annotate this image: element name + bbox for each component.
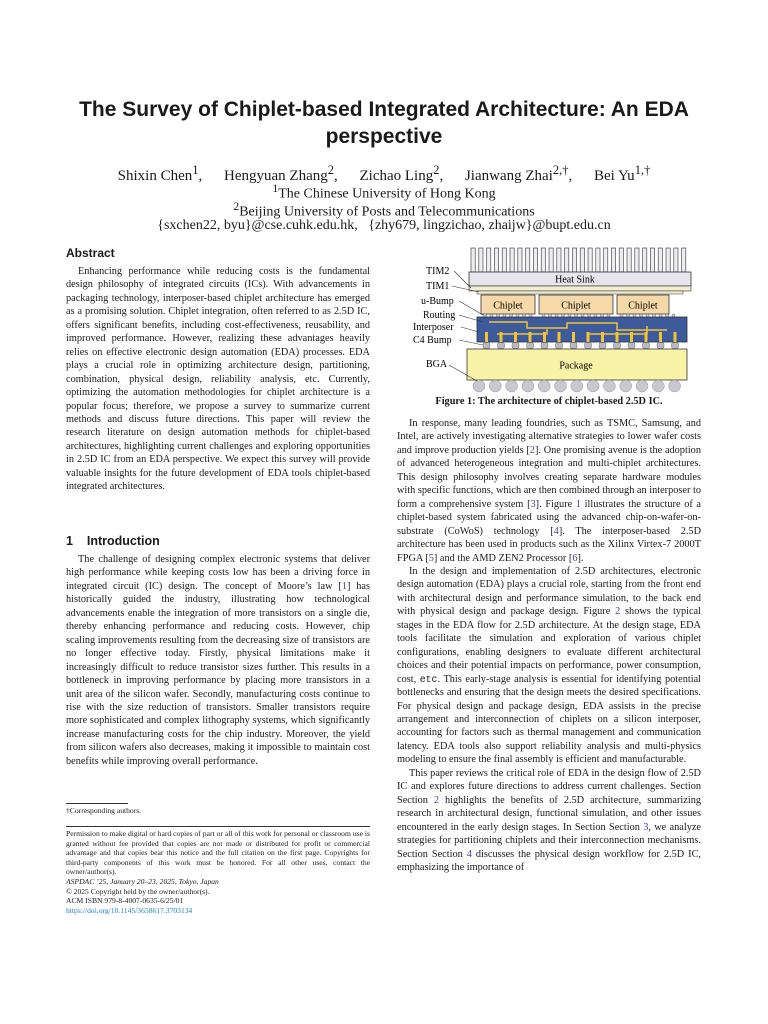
right-column-text [397,417,701,874]
section-title: Introduction [86,534,160,548]
heat-sink-label: Heat Sink [555,274,595,286]
bga-ball [506,380,518,392]
tsv [587,332,590,342]
fin [643,248,647,272]
author: Hengyuan Zhang$^2$, [224,163,338,184]
citation-link[interactable]: 5 [428,552,434,564]
label-tim2: TIM2 [426,266,450,277]
tsv [529,332,532,342]
citation-link[interactable]: 4 [553,525,559,537]
footnote: †Corresponding authors. [66,806,142,815]
chiplet-label: Chiplet [493,300,523,312]
paper-title: The Survey of Chiplet-based Integrated Architecture: An EDA perspective [79,98,689,148]
c4-bump [527,343,534,349]
citation-link[interactable]: 6 [572,552,578,564]
label-ubump: u-Bump [421,296,454,307]
heat-sink-fins [471,248,686,272]
isbn-text: ACM ISBN 979-8-4007-0635-6/25/01 [66,896,184,906]
affiliation: $^2$Beijing University of Posts and Telecommunications [233,200,535,220]
section-heading [66,534,370,548]
tim2-layer [469,286,691,291]
c4-bump [657,343,664,349]
bga-ball [571,380,583,392]
section-number: 1 [66,534,73,548]
package-label: Package [559,360,593,372]
bga-ball [652,380,664,392]
fin [510,248,514,272]
fin [596,248,600,272]
fin [650,248,654,272]
fin [502,248,506,272]
c4-bump [483,343,490,349]
chiplet-label: Chiplet [628,300,658,312]
c4-bump [498,343,505,349]
fin [471,248,475,272]
bga-ball [636,380,648,392]
fin [479,248,483,272]
intro-paragraph: The challenge of designing complex electronic systems that deliver high performance while keeping costs low has been a driving force in integrated circuit (IC) design. The concept of Moore’s law [1] has historically guided the industry, illustrating how technological advancements enable the integration of more transistors on a single die, thereby enhancing performance and reducing costs. However, chip scaling improvements resulting from the decreasing size of transistors are no longer effective today. Firstly, physical limitations make it increasingly difficult to reduce transistor sizes further. This results in a bottleneck in improving performance by placing more transistors in a unit area of the silicon wafer. Secondly, manufacturing costs continue to rise with the size reduction of transistors. Smaller transistors require more sophisticated and complex lithography systems, which significantly increase manufacturing costs for the chip industry. Moreover, the yield from silicon wafers also decreases, making it impossible to maintain cost benefits while improving overall performance. [66,554,370,767]
section-ref-link[interactable]: 4 [466,848,472,860]
tsv [500,332,503,342]
tsv [659,332,662,342]
label-tim1: TIM1 [426,281,450,292]
etc-text: etc [419,673,438,685]
c4-bump [512,343,519,349]
bga-ball [538,380,550,392]
tsv [674,332,677,342]
fin [619,248,623,272]
citation-link[interactable]: 1 [341,580,347,592]
fin [604,248,608,272]
bga-ball [473,380,485,392]
abstract-text: Enhancing performance while reducing costs is the fundamental design philosophy of integrated circuits (ICs). With advancements in packaging technology, interposer-based chiplet architecture has emerged as a promising solution. Chiplet integration, often referred to as 2.5D IC, offers significant benefits, including cost-effectiveness, reusability, and improved performance. However, realizing these advantages heavily relies on effective electronic design automation (EDA) processes. EDA plays a crucial role in optimizing architecture design, partitioning, combination, physical design, reliability analysis, etc. Currently, optimizing the automation methodologies for chiplet architecture is a popular focus; therefore, we propose a survey to summarize current methods and discuss future directions. This paper will review the research literature on design automation methods for chiplet-based architectures, highlighting current challenges and exploring opportunities in 2.5D IC from an EDA perspective. We expect this survey will provide valuable insights for the future development of EDA tools chiplet-based integrated architectures. [66,266,370,493]
leader-line [461,327,479,332]
tsv [630,332,633,342]
bga-balls [473,380,681,392]
bga-ball [555,380,567,392]
conference-info: ASPDAC ’25, January 20–23, 2025, Tokyo, Japan [66,876,219,886]
affiliation: $^1$The Chinese University of Hong Kong [272,182,496,202]
bga-ball [669,380,681,392]
body-paragraph: In the design and implementation of 2.5D architectures, electronic design automation (EDA) plays a crucial role, starting from the front end with architectural design and performance simulation, to the back end with physical design and package design. Figure 2 shows the typical stages in the EDA flow for 2.5D architecture. At the design stage, EDA tools facilitate the simulation and exploration of various chiplet configurations, enabling designers to evaluate different architectural choices and their potential impacts on performance, power consumption, cost, etc. This early-stage analysis is essential for identifying potential bottlenecks and ensuring that the design meets the desired specifications. For physical design and package design, EDA assists in the precise arrangement and interconnection of chiplets on a silicon interposer, accounting for factors such as thermal management and communication latency. EDA tools also support reliability analysis and multi-physics modeling to ensure the final assembly is efficient and manufacturable. [397,565,701,766]
fin [627,248,631,272]
author: Shixin Chen$^1$, [117,163,203,184]
body-paragraph: This paper reviews the critical role of EDA in the design flow of 2.5D IC and explores future directions to address current challenges. Section Section 2 highlights the benefits of 2.5D architecture, summarizing research in architectural design, functional simulation, and other issues encountered in the early design stages. In Section Section 3, we analyze strategies for partitioning chiplets and their interconnection mechanisms. Section Section 4 discusses the physical design workflow for 2.5D IC, emphasizing the importance of [397,767,702,873]
copyright-text: © 2025 Copyright held by the owner/author(s). [66,886,210,896]
footnote-rule [66,803,128,804]
c4-bump [556,343,563,349]
tim1-layer [477,291,683,294]
label-routing: Routing [423,310,456,321]
fin [658,248,662,272]
abstract-heading: Abstract [66,246,115,260]
leader-line [459,301,483,315]
figure-ref-link[interactable]: 2 [615,606,621,618]
tsv [601,332,604,342]
label-bga: BGA [426,359,448,370]
permission-block [66,829,370,915]
author-emails: {sxchen22, byu}@cse.cuhk.edu.hk, {zhy679, lingzichao, zhaijw}@bupt.edu.cn [157,218,611,233]
tsv [485,332,488,342]
introduction-section [66,534,370,768]
fin [541,248,545,272]
fin [674,248,678,272]
c4-bump [672,343,679,349]
c4-bump [599,343,606,349]
bga-ball [603,380,615,392]
fin [494,248,498,272]
doi-link[interactable]: https://doi.org/10.1145/3658617.3703134 [66,905,193,915]
author: Bei $Yu^{1,\dagger}$ [593,163,651,184]
chiplet-architecture-figure [397,244,707,394]
fin [533,248,537,272]
citation-link[interactable]: 2 [529,444,535,456]
label-c4-bump: C4 Bump [413,335,452,346]
c4-bump [643,343,650,349]
permission-rule [66,826,370,827]
fin [682,248,686,272]
bga-ball [489,380,501,392]
c4-bump [585,343,592,349]
fin [549,248,553,272]
label-interposer: Interposer [413,322,454,333]
bga-ball [587,380,599,392]
fin [611,248,615,272]
section-ref-link[interactable]: 2 [433,794,440,806]
abstract-section [66,246,370,494]
tsv [543,332,546,342]
citation-link[interactable]: 3 [530,498,536,510]
fin [518,248,522,272]
chiplet-label: Chiplet [561,300,591,312]
tsv [645,332,648,342]
fin [557,248,561,272]
tsv [572,332,575,342]
fin [572,248,576,272]
bga-ball [620,380,632,392]
c4-bump [570,343,577,349]
fin [580,248,584,272]
c4-bumps [483,343,679,349]
section-ref-link[interactable]: 3 [643,821,649,833]
author: Zichao Ling$^2$, [359,163,444,184]
c4-bump [541,343,548,349]
c4-bump [614,343,621,349]
author: Jianwang Zhai$^{2,\dagger}$, [464,163,573,184]
body-paragraph: In response, many leading foundries, such as TSMC, Samsung, and Intel, are actively investigating alternative strategies to lower wafer costs and improve production yields [2]. One promising avenue is the adoption of advanced heterogeneous integration and multi-chiplet architectures. This design philosophy involves creating separate hardware modules with specific functions, which are then combined through an interposer to form a comprehensive system [3]. Figure 1 illustrates the structure of a chiplet-based system fabricated using the advanced chip-on-wafer-on-substrate (CoWoS) technology [4]. The interposer-based 2.5D architecture has been used in products such as the Xilinx Virtex-7 2000T FPGA [5] and the AMD ZEN2 Processor [6]. [397,418,701,564]
tsv [514,332,517,342]
fin [666,248,670,272]
tsv [558,332,561,342]
fin [565,248,569,272]
leader-line [454,271,471,288]
permission-text: Permission to make digital or hard copies of part or all of this work for personal or classroom use is granted without fee provided that copies are not made or distributed for profit or commercial advantage and that copies bear this notice and the full citation on the first page. Copyrights for third-party components of this work must be honored. For all other uses, contact the owner/author(s). [66,829,370,877]
fin [588,248,592,272]
figure-ref-link[interactable]: 1 [575,498,581,510]
c4-bump [628,343,635,349]
fin [526,248,530,272]
fin [487,248,491,272]
tsv [616,332,619,342]
figure-caption: Figure 1: The architecture of chiplet-based 2.5D IC. [435,396,663,407]
bga-ball [522,380,534,392]
fin [635,248,639,272]
